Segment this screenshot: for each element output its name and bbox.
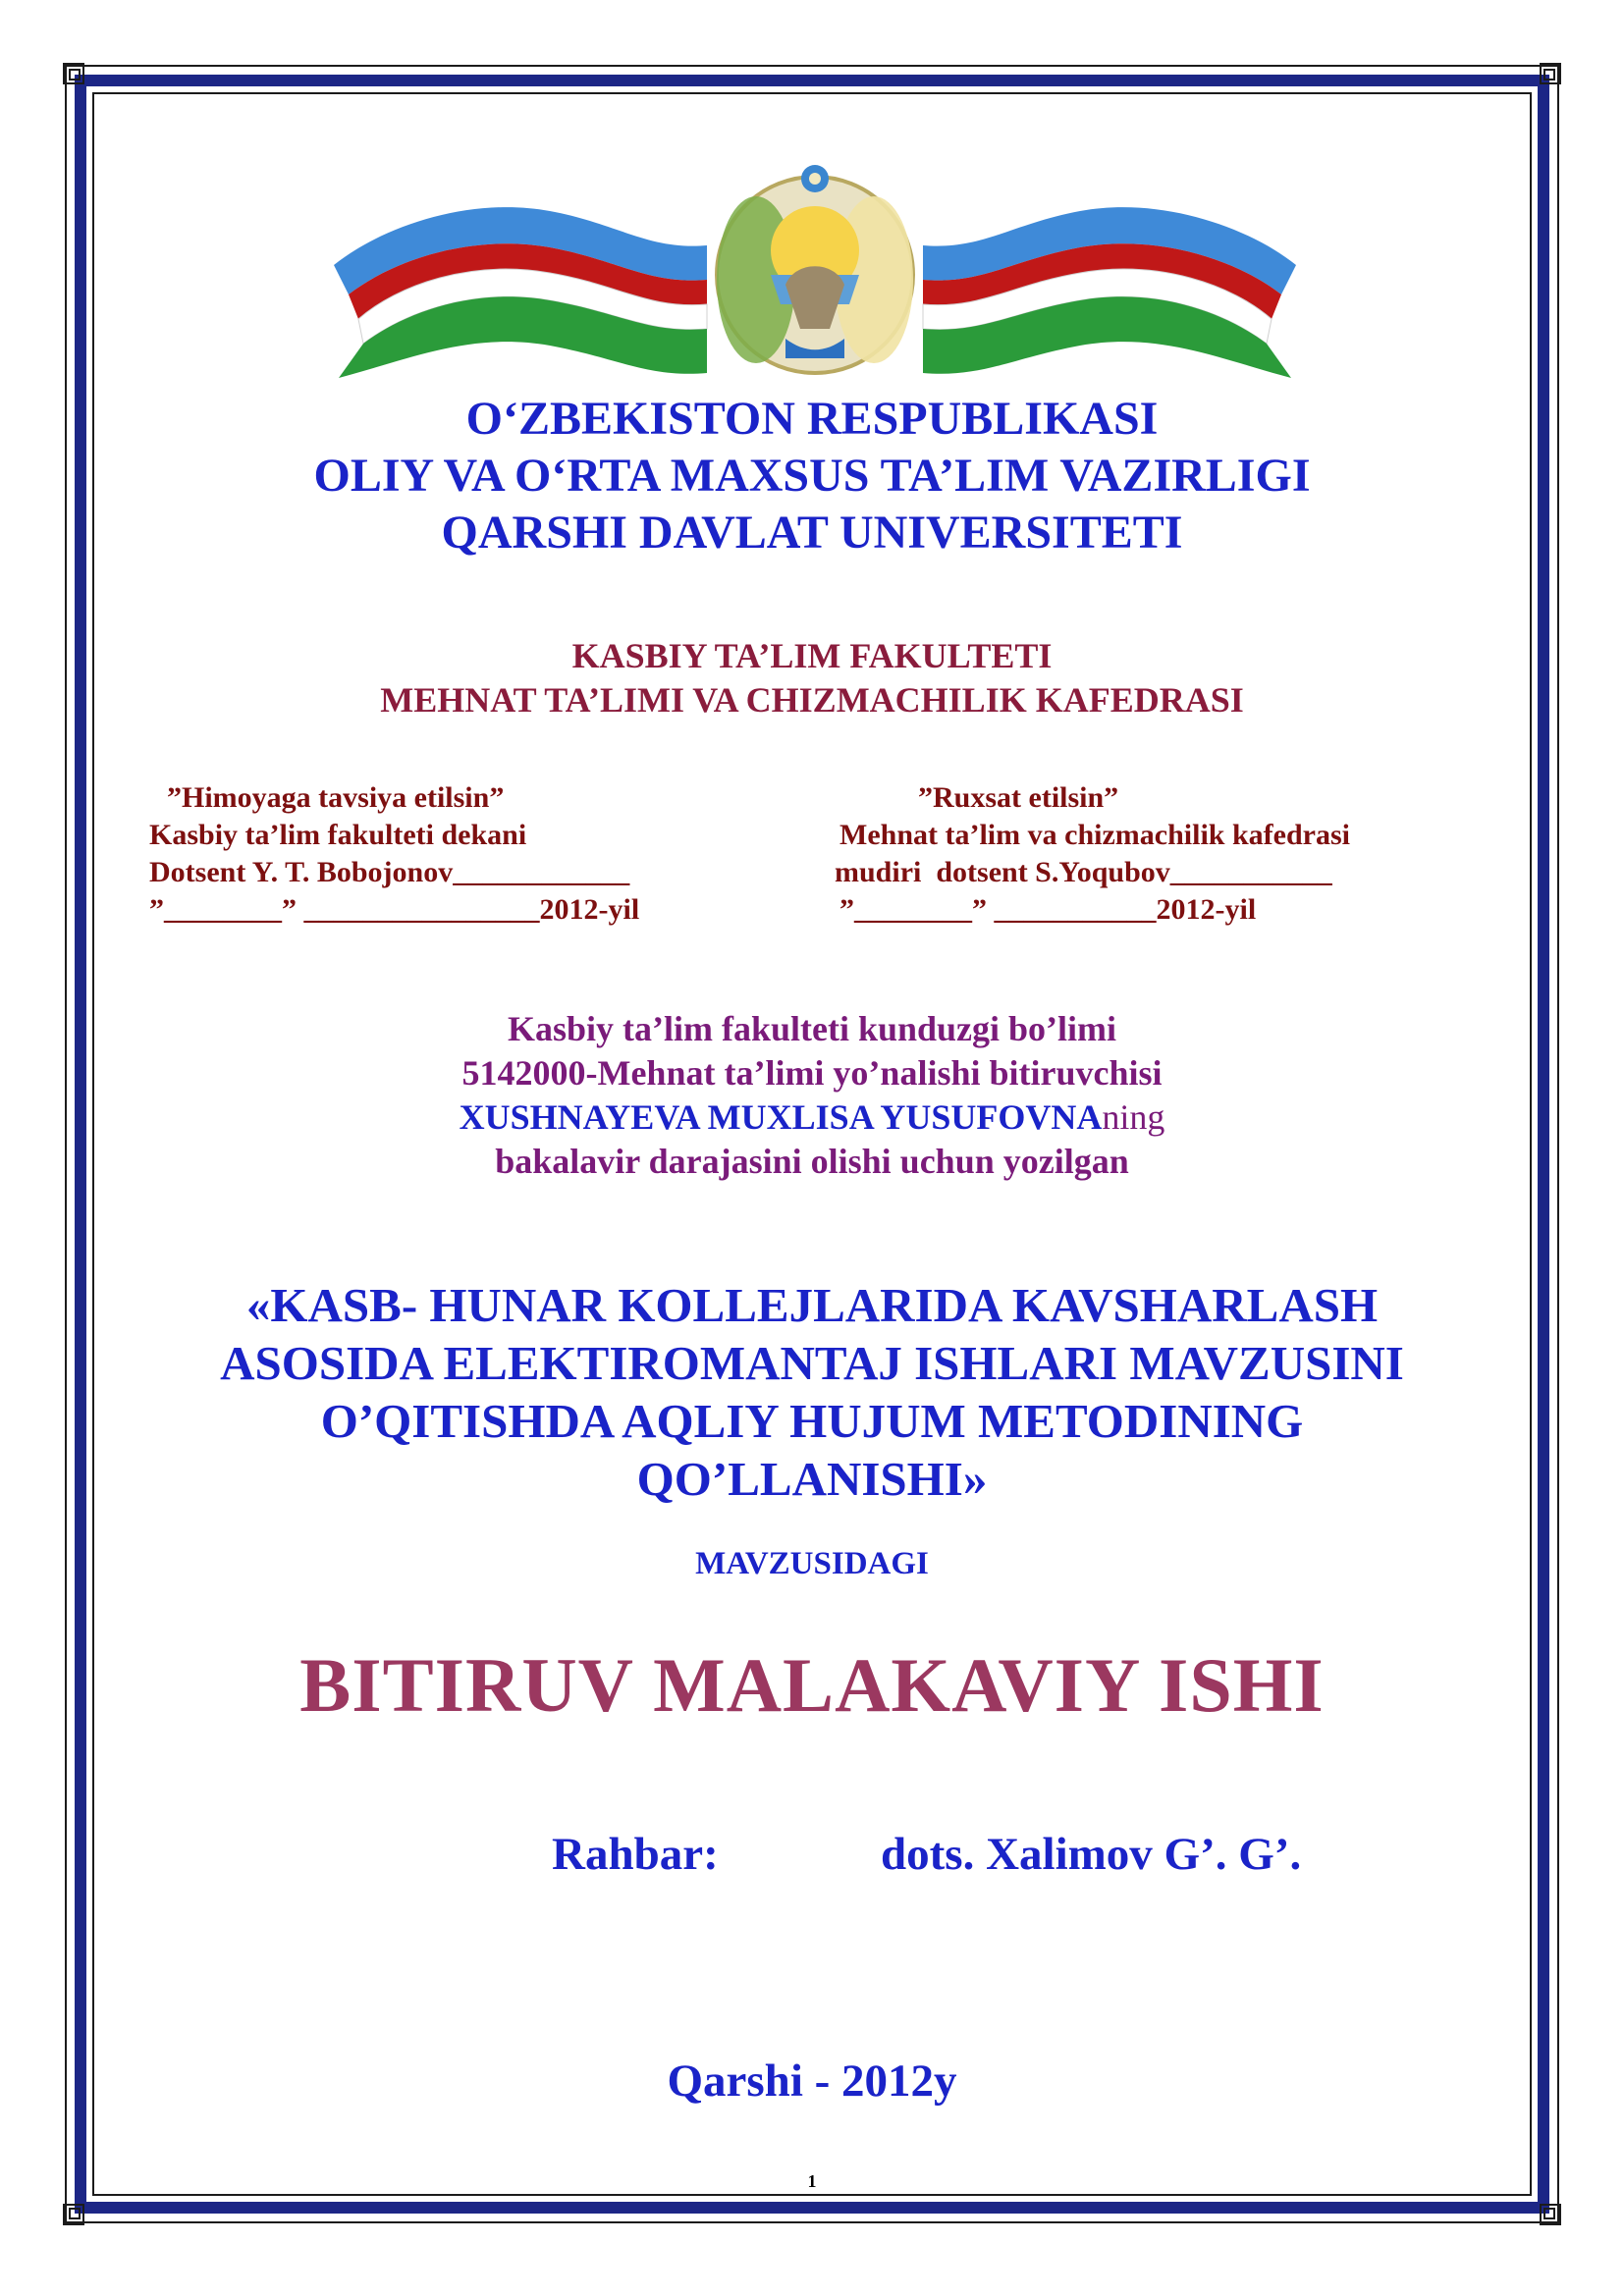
approval-left-title: ”Himoyaga tavsiya etilsin” [167, 781, 505, 814]
topic-caption: MAVZUSIDAGI [695, 1546, 929, 1581]
thesis-topic-line-3: O’QITISHDA AQLIY HUJUM METODINING [320, 1394, 1304, 1448]
country-name: O‘ZBEKISTON RESPUBLIKASI [465, 393, 1159, 445]
department-name: MEHNAT TA’LIMI VA CHIZMACHILIK KAFEDRASI [380, 680, 1244, 720]
approval-left-signatory: Dotsent Y. T. Bobojonov____________ [149, 856, 630, 888]
work-type-title: BITIRUV MALAKAVIY ISHI [299, 1642, 1325, 1728]
thesis-topic-line-2: ASOSIDA ELEKTIROMANTAJ ISHLARI MAVZUSINI [220, 1336, 1404, 1390]
thesis-topic-line-1: «KASB- HUNAR KOLLEJLARIDA KAVSHARLASH [245, 1278, 1379, 1332]
student-name-line [0, 1095, 1624, 1140]
page-number: 1 [807, 2171, 817, 2191]
city-year: Qarshi - 2012y [667, 2056, 957, 2107]
approval-right-title: ”Ruxsat etilsin” [918, 781, 1119, 814]
approval-right-date: ”________” ___________2012-yil [839, 893, 1257, 926]
student-degree-line: bakalavir darajasini olishi uchun yozilgan [495, 1142, 1129, 1181]
approval-left-position: Kasbiy ta’lim fakulteti dekani [149, 819, 527, 851]
approval-right-position: Mehnat ta’lim va chizmachilik kafedrasi [839, 819, 1350, 851]
corner-ornament-top-left [65, 65, 104, 104]
university-name: QARSHI DAVLAT UNIVERSITETI [441, 507, 1183, 559]
thesis-topic-line-4: QO’LLANISHI» [636, 1452, 988, 1506]
supervisor-name: dots. Xalimov G’. G’. [881, 1829, 1302, 1880]
approval-left-date: ”________” ________________2012-yil [149, 893, 640, 926]
student-name: XUSHNAYEVA MUXLISA YUSUFOVNA [459, 1097, 1103, 1137]
faculty-name: KASBIY TA’LIM FAKULTETI [571, 636, 1053, 675]
student-specialty-line: 5142000-Mehnat ta’limi yo’nalishi bitiruvchisi [461, 1053, 1163, 1093]
approval-right-signatory: mudiri dotsent S.Yoqubov___________ [835, 856, 1332, 888]
corner-ornament-top-right [1520, 65, 1559, 104]
student-faculty-line: Kasbiy ta’lim fakulteti kunduzgi bo’limi [507, 1009, 1117, 1048]
ministry-name: OLIY VA O‘RTA MAXSUS TA’LIM VAZIRLIGI [313, 450, 1311, 502]
student-name-suffix: ning [1102, 1097, 1165, 1137]
state-emblem-flag-image [324, 157, 1306, 393]
supervisor-label: Rahbar: [552, 1829, 719, 1880]
